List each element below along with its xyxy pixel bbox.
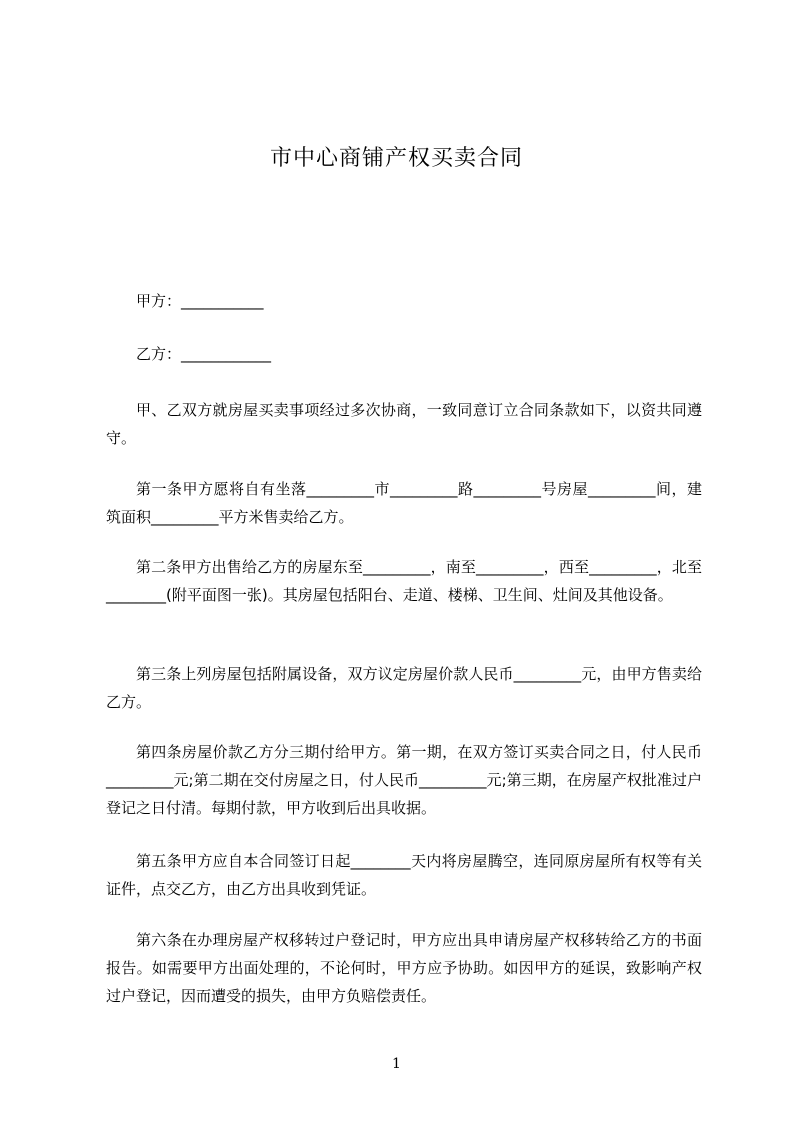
article-4: 第四条房屋价款乙方分三期付给甲方。第一期，在双方签订买卖合同之日，付人民币_________元;第二期在交付房屋之日，付人民币_________元;第三期，在房屋产权批准过户登记之日付清。每期付款，甲方收到后出具收据。 [106,743,702,817]
article-1: 第一条甲方愿将自有坐落_________市_________路_________号房屋_________间，建筑面积_________平方米售卖给乙方。 [106,480,702,526]
article-2: 第二条甲方出售给乙方的房屋东至_________，南至_________，西至_________，北至________(附平面图一张)。其房屋包括阳台、走道、楼梯、卫生间、灶间及其他设备。 [106,558,702,604]
intro-paragraph: 甲、乙双方就房屋买卖事项经过多次协商，一致同意订立合同条款如下，以资共同遵守。 [106,401,702,447]
page-number: 1 [392,1056,401,1072]
party-a-line: 甲方：___________ [136,292,264,310]
article-6: 第六条在办理房屋产权移转过户登记时，甲方应出具申请房屋产权移转给乙方的书面报告。如需要甲方出面处理的，不论何时，甲方应予协助。如因甲方的延误，致影响产权过户登记，因而遭受的损失，由甲方负赔偿责任。 [106,931,702,1005]
party-b-line: 乙方：____________ [136,345,272,363]
article-3: 第三条上列房屋包括附属设备，双方议定房屋价款人民币_________元，由甲方售卖给乙方。 [106,665,702,711]
document-title: 市中心商铺产权买卖合同 [269,146,523,171]
article-5: 第五条甲方应自本合同签订日起________天内将房屋腾空，连同原房屋所有权等有关证件，点交乙方，由乙方出具收到凭证。 [106,852,702,898]
